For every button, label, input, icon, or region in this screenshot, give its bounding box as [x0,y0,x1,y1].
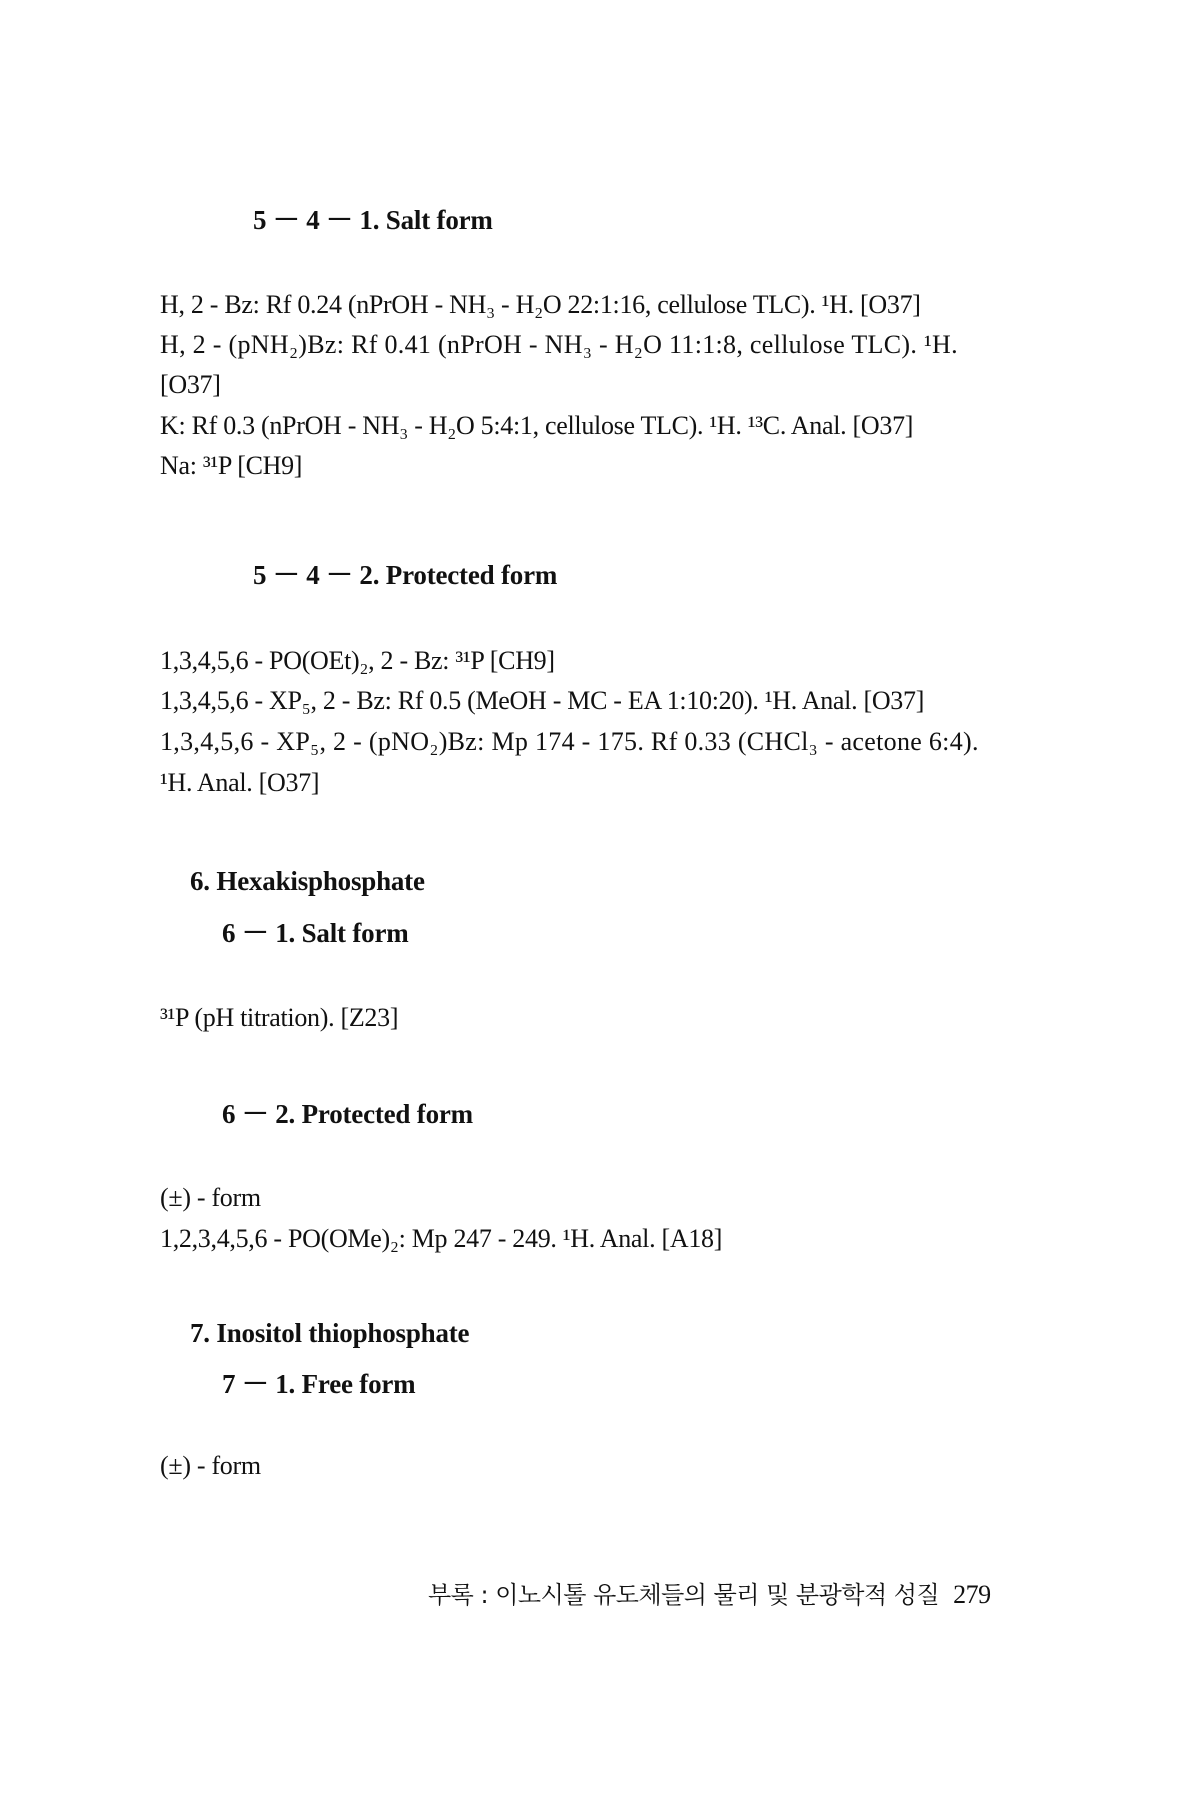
section-heading-6: 6. Hexakisphosphate [190,866,425,896]
section-heading-6-2: 6 － 2. Protected form [222,1099,473,1129]
entry-line: K: Rf 0.3 (nPrOH - NH₃ - H₂O 5:4:1, cellulose TLC). ¹H. ¹³C. Anal. [O37] [160,411,914,440]
page-footer [428,1575,991,1610]
entry-line: ³¹P (pH titration). [Z23] [160,1003,399,1032]
page-number: 279 [953,1580,991,1609]
section-heading-5-4-1: 5 － 4 － 1. Salt form [253,205,493,235]
entry-line: 1,3,4,5,6 - XP₅, 2 - (pNO₂)Bz: Mp 174 - 175. Rf 0.33 (CHCl₃ - acetone 6:4). [160,727,979,756]
entry-line: [O37] [160,370,221,399]
section-heading-6-1: 6 － 1. Salt form [222,918,409,948]
section-heading-7: 7. Inositol thiophosphate [190,1318,470,1348]
entry-line: H, 2 - Bz: Rf 0.24 (nPrOH - NH₃ - H₂O 22:1:16, cellulose TLC). ¹H. [O37] [160,290,921,319]
section-heading-7-1: 7 － 1. Free form [222,1369,416,1399]
entry-line: Na: ³¹P [CH9] [160,451,303,480]
entry-line: 1,3,4,5,6 - XP₅, 2 - Bz: Rf 0.5 (MeOH - MC - EA 1:10:20). ¹H. Anal. [O37] [160,686,925,715]
entry-line: (±) - form [160,1183,261,1212]
entry-line: (±) - form [160,1451,261,1480]
entry-line: ¹H. Anal. [O37] [160,768,320,797]
entry-line: 1,3,4,5,6 - PO(OEt)₂, 2 - Bz: ³¹P [CH9] [160,646,555,675]
entry-line: 1,2,3,4,5,6 - PO(OMe)₂: Mp 247 - 249. ¹H. Anal. [A18] [160,1224,723,1253]
entry-line: H, 2 - (pNH₂)Bz: Rf 0.41 (nPrOH - NH₃ - H₂O 11:1:8, cellulose TLC). ¹H. [160,330,958,359]
footer-title: 부록 : 이노시톨 유도체들의 물리 및 분광학적 성질 [428,1581,940,1609]
section-heading-5-4-2: 5 － 4 － 2. Protected form [253,560,558,590]
